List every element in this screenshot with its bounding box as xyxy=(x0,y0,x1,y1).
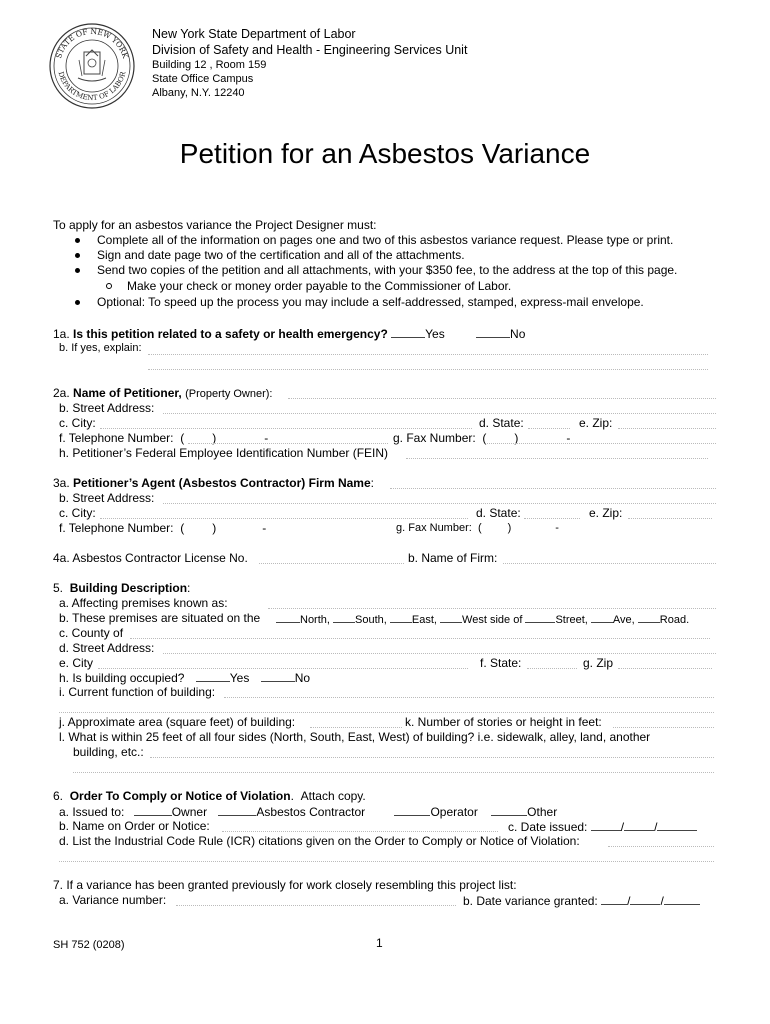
q7b: b. Date variance granted: / / xyxy=(463,893,700,908)
surroundings-field-line-2[interactable] xyxy=(73,772,714,773)
issued-operator-field[interactable] xyxy=(394,804,430,816)
q2g: g. Fax Number: ( ) - xyxy=(393,431,571,445)
variance-date-month-field[interactable] xyxy=(601,893,627,905)
variance-date-day-field[interactable] xyxy=(630,893,660,905)
issued-contractor-field[interactable] xyxy=(218,804,256,816)
intro-lead: To apply for an asbestos variance the Project Designer must: xyxy=(53,218,377,232)
petitioner-phone-field[interactable] xyxy=(188,443,388,444)
q7: 7. If a variance has been granted previously for work closely resembling this project list: xyxy=(53,878,517,892)
south-field[interactable] xyxy=(333,611,355,623)
svg-text:STATE OF NEW YORK: STATE OF NEW YORK xyxy=(54,26,130,60)
q5f: f. State: xyxy=(480,656,522,670)
area-field[interactable] xyxy=(310,727,402,728)
q5k: k. Number of stories or height in feet: xyxy=(405,715,602,729)
petitioner-zip-field[interactable] xyxy=(618,428,716,429)
surroundings-field[interactable] xyxy=(150,757,714,758)
license-number-field[interactable] xyxy=(259,563,404,564)
occupied-yes-field[interactable] xyxy=(196,670,230,682)
agent-street-field[interactable] xyxy=(163,503,716,504)
q3a: 3a. Petitioner’s Agent (Asbestos Contractor) Firm Name: xyxy=(53,476,374,490)
ave-field[interactable] xyxy=(591,611,613,623)
header-line-2: Division of Safety and Health - Engineering Services Unit xyxy=(152,43,468,57)
q5d: d. Street Address: xyxy=(59,641,155,655)
occupied-no-field[interactable] xyxy=(261,670,295,682)
q6c: c. Date issued: / / xyxy=(508,819,697,834)
q6d: d. List the Industrial Code Rule (ICR) citations given on the Order to Comply or Notice of Violation: xyxy=(59,834,580,848)
emergency-yes-field[interactable] xyxy=(391,326,425,338)
date-issued-year-field[interactable] xyxy=(657,819,697,831)
agent-city-field[interactable] xyxy=(100,518,468,519)
issued-other-field[interactable] xyxy=(491,804,527,816)
q5b-directions: North, South, East, West side of Street, Ave, Road. xyxy=(276,611,689,626)
q6b: b. Name on Order or Notice: xyxy=(59,819,210,833)
q2e: e. Zip: xyxy=(579,416,613,430)
form-id: SH 752 (0208) xyxy=(53,939,125,951)
q5j: j. Approximate area (square feet) of building: xyxy=(59,715,296,729)
icr-citations-field-line-2[interactable] xyxy=(59,861,714,862)
q3f: f. Telephone Number: ( ) - xyxy=(59,521,267,535)
petitioner-name-field[interactable] xyxy=(288,398,716,399)
q2f: f. Telephone Number: ( ) - xyxy=(59,431,269,445)
q5l-cont: building, etc.: xyxy=(73,745,144,759)
current-function-field[interactable] xyxy=(224,697,714,698)
bullet-icon xyxy=(75,238,80,243)
q5h: h. Is building occupied? Yes No xyxy=(59,671,311,685)
street-field[interactable] xyxy=(525,611,555,623)
bullet-icon xyxy=(75,268,80,273)
agent-zip-field[interactable] xyxy=(628,518,712,519)
premises-known-as-field[interactable] xyxy=(268,608,716,609)
building-street-field[interactable] xyxy=(163,653,716,654)
intro-bullet-2: Sign and date page two of the certification and all of the attachments. xyxy=(97,248,465,262)
stories-field[interactable] xyxy=(613,727,714,728)
q3e: e. Zip: xyxy=(589,506,623,520)
petitioner-fax-field[interactable] xyxy=(487,443,716,444)
north-field[interactable] xyxy=(276,611,300,623)
agent-firm-name-field[interactable] xyxy=(390,488,716,489)
petitioner-city-field[interactable] xyxy=(100,428,472,429)
q5i: i. Current function of building: xyxy=(59,685,216,699)
petitioner-fein-field[interactable] xyxy=(406,458,708,459)
q2a: 2a. Name of Petitioner, (Property Owner): xyxy=(53,386,273,400)
east-field[interactable] xyxy=(390,611,412,623)
q6a: a. Issued to: Owner Asbestos Contractor Operator Other xyxy=(59,805,558,819)
bullet-icon xyxy=(75,300,80,305)
explain-field-line-2[interactable] xyxy=(148,369,708,370)
q4b: b. Name of Firm: xyxy=(408,551,498,565)
q7a: a. Variance number: xyxy=(59,893,167,907)
building-zip-field[interactable] xyxy=(618,668,712,669)
current-function-field-line-2[interactable] xyxy=(59,712,714,713)
header-line-1: New York State Department of Labor xyxy=(152,27,356,41)
petitioner-state-field[interactable] xyxy=(528,428,570,429)
svg-text:DEPARTMENT OF LABOR: DEPARTMENT OF LABOR xyxy=(56,70,128,103)
page-number: 1 xyxy=(376,936,383,950)
header-line-4: State Office Campus xyxy=(152,73,254,85)
intro-optional: Optional: To speed up the process you may include a self-addressed, stamped, express-mail envelope. xyxy=(97,295,644,309)
intro-bullet-1: Complete all of the information on pages one and two of this asbestos variance request. Please type or print. xyxy=(97,233,674,247)
q2c: c. City: xyxy=(59,416,96,430)
q3b: b. Street Address: xyxy=(59,491,155,505)
emergency-no-field[interactable] xyxy=(476,326,510,338)
q2h: h. Petitioner’s Federal Employee Identification Number (FEIN) xyxy=(59,446,389,460)
building-state-field[interactable] xyxy=(527,668,577,669)
q6: 6. Order To Comply or Notice of Violation. Attach copy. xyxy=(53,789,366,803)
building-city-field[interactable] xyxy=(98,668,468,669)
header-line-3: Building 12 , Room 159 xyxy=(152,59,267,71)
q3g: g. Fax Number: ( ) - xyxy=(396,522,559,534)
q3c: c. City: xyxy=(59,506,96,520)
q2b: b. Street Address: xyxy=(59,401,155,415)
q4a: 4a. Asbestos Contractor License No. xyxy=(53,551,248,565)
date-issued-day-field[interactable] xyxy=(624,819,654,831)
firm-name-field[interactable] xyxy=(503,563,716,564)
sub-bullet-icon xyxy=(106,283,112,289)
variance-number-field[interactable] xyxy=(176,905,456,906)
road-field[interactable] xyxy=(638,611,660,623)
intro-bullet-3: Send two copies of the petition and all attachments, with your $350 fee, to the address at the top of this page. xyxy=(97,263,678,277)
q5a: a. Affecting premises known as: xyxy=(59,596,228,610)
state-seal-logo xyxy=(48,22,136,110)
intro-sub-bullet: Make your check or money order payable to the Commissioner of Labor. xyxy=(127,279,512,293)
header-line-5: Albany, N.Y. 12240 xyxy=(152,87,245,99)
issued-owner-field[interactable] xyxy=(134,804,172,816)
q1a: 1a. Is this petition related to a safety or health emergency? Yes No xyxy=(53,327,526,341)
variance-date-year-field[interactable] xyxy=(664,893,700,905)
q5c: c. County of xyxy=(59,626,124,640)
q3d: d. State: xyxy=(476,506,521,520)
county-field[interactable] xyxy=(130,638,710,639)
explain-field[interactable] xyxy=(148,354,708,355)
q1b-label: b. If yes, explain: xyxy=(59,342,142,354)
west-field[interactable] xyxy=(440,611,462,623)
bullet-icon xyxy=(75,253,80,258)
order-name-field[interactable] xyxy=(222,831,498,832)
icr-citations-field[interactable] xyxy=(608,846,714,847)
q5l: l. What is within 25 feet of all four sides (North, South, East, West) of building? i.e. sidewalk, alley, land, another xyxy=(59,730,651,744)
agent-state-field[interactable] xyxy=(524,518,580,519)
date-issued-month-field[interactable] xyxy=(591,819,621,831)
q5: 5. Building Description: xyxy=(53,581,191,595)
q2d: d. State: xyxy=(479,416,524,430)
q5e: e. City xyxy=(59,656,94,670)
page-title: Petition for an Asbestos Variance xyxy=(179,138,591,169)
q5g: g. Zip xyxy=(583,656,614,670)
petitioner-street-field[interactable] xyxy=(163,413,716,414)
q5b: b. These premises are situated on the xyxy=(59,611,261,625)
